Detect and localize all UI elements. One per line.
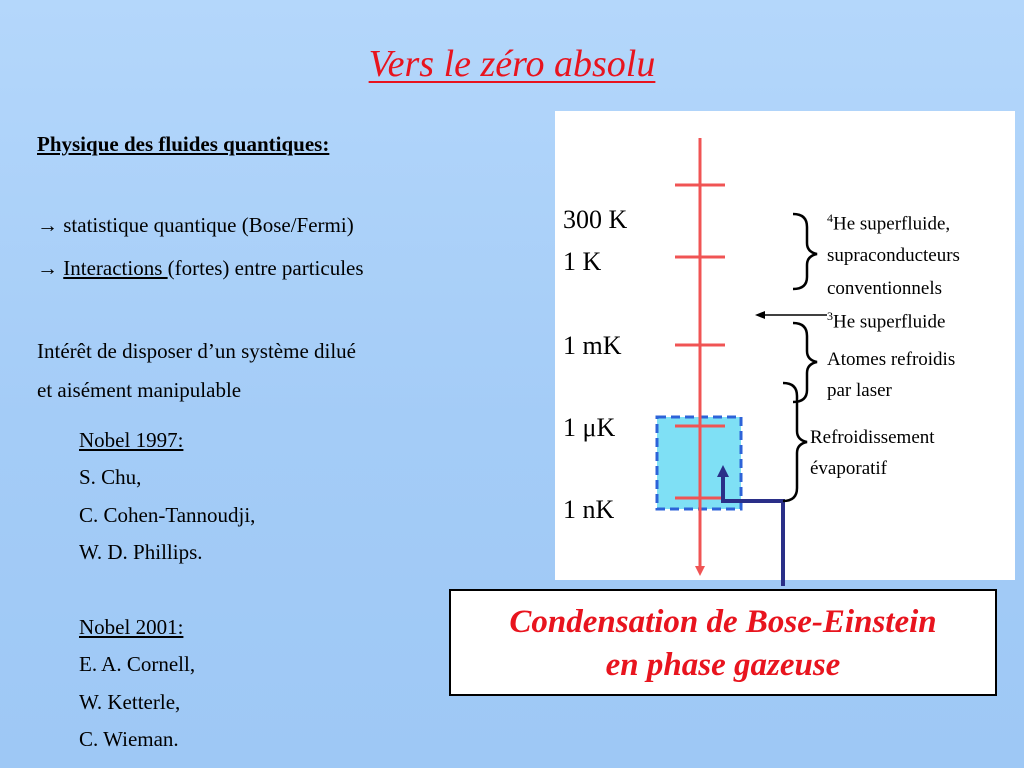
- he4-label: $^4$He superfluide,: [827, 211, 951, 235]
- nobel-laureate: C. Cohen-Tannoudji,: [79, 503, 256, 527]
- temp-label-300k: 300 K: [563, 205, 628, 234]
- nobel-laureate: W. D. Phillips.: [79, 540, 203, 564]
- temp-label-1nk: 1 nK: [563, 495, 615, 524]
- section-subtitle: Physique des fluides quantiques:: [37, 132, 330, 156]
- evap-label-line2: évaporatif: [810, 458, 888, 479]
- laser-label-line1: Atomes refroidis: [827, 349, 956, 370]
- interest-line: Intérêt de disposer d’un système dilué: [37, 339, 356, 363]
- bec-line1: Condensation de Bose-Einstein: [509, 604, 937, 640]
- nobel-1997-heading: Nobel 1997:: [79, 428, 184, 452]
- he4-brace: [793, 214, 817, 289]
- bec-callout-box: [449, 589, 997, 696]
- right-arrow-icon: →: [37, 256, 58, 280]
- nobel-laureate: C. Wieman.: [79, 727, 179, 751]
- bullet-interactions: → Interactions (fortes) entre particules: [37, 256, 364, 280]
- temp-label-1uk: 1 μK: [563, 413, 616, 442]
- evap-label-line1: Refroidissement: [810, 427, 935, 448]
- nobel-laureate: S. Chu,: [79, 465, 142, 489]
- right-arrow-icon: →: [37, 213, 58, 237]
- he4-label-line2: supraconducteurs: [827, 245, 960, 266]
- laser-label-line2: par laser: [827, 380, 892, 401]
- interest-line: et aisément manipulable: [37, 378, 242, 402]
- slide-title: Vers le zéro absolu: [368, 43, 656, 85]
- he3-label: $^3$He superfluide: [827, 309, 946, 333]
- temp-label-1mk: 1 mK: [563, 331, 622, 360]
- nobel-laureate: E. A. Cornell,: [79, 652, 196, 676]
- he4-label-line3: conventionnels: [827, 278, 943, 299]
- bec-line2: en phase gazeuse: [605, 647, 841, 683]
- nobel-laureate: W. Ketterle,: [79, 690, 181, 714]
- nobel-2001-heading: Nobel 2001:: [79, 615, 184, 639]
- bullet-statistics: → statistique quantique (Bose/Fermi): [37, 213, 354, 237]
- temp-label-1k: 1 K: [563, 247, 602, 276]
